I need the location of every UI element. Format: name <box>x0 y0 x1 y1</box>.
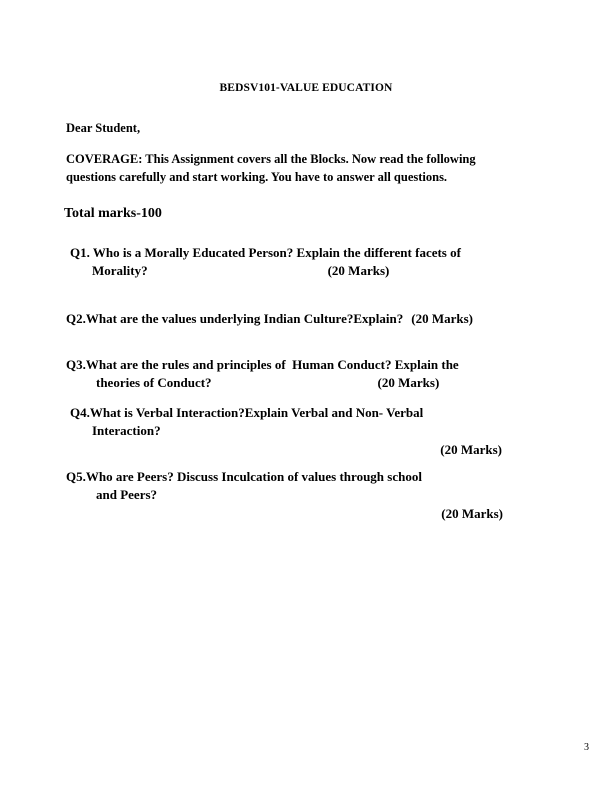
question-2-marks: (20 Marks) <box>411 311 473 326</box>
question-item-5 <box>66 468 521 523</box>
question-item-3 <box>66 356 521 393</box>
question-5-line-2: and Peers? <box>96 487 158 503</box>
question-2-line-1: Q2.What are the values underlying Indian Culture?Explain? (20 Marks) <box>66 311 473 326</box>
question-item-1 <box>70 244 520 281</box>
question-4-marks: (20 Marks) <box>440 441 502 457</box>
salutation-text: Dear Student, <box>66 121 141 135</box>
total-marks-heading: Total marks-100 <box>64 206 162 221</box>
question-1-marks: (20 Marks) <box>327 263 390 279</box>
page-title: BEDSV101-VALUE EDUCATION <box>219 82 393 94</box>
question-1-line-1: Q1. Who is a Morally Educated Person? Explain the different facets of <box>70 245 461 260</box>
question-4-line-1: Q4.What is Verbal Interaction?Explain Verbal and Non- Verbal <box>70 405 424 420</box>
question-4-line-2: Interaction? <box>92 423 161 439</box>
question-3-line-1: Q3.What are the rules and principles of Human Conduct? Explain the <box>66 357 459 372</box>
page-number: 3 <box>584 742 589 753</box>
question-item-2 <box>66 310 526 328</box>
question-item-4 <box>70 404 520 459</box>
coverage-paragraph: COVERAGE: This Assignment covers all the Blocks. Now read the following questions carefully and start working. You have to answer all questions. <box>66 152 476 185</box>
question-1-line-2: Morality? (20 Marks) <box>92 263 390 279</box>
question-5-marks: (20 Marks) <box>441 505 503 521</box>
question-5-line-1: Q5.Who are Peers? Discuss Inculcation of values through school <box>66 469 422 484</box>
question-3-marks: (20 Marks) <box>377 375 440 391</box>
question-3-line-2: theories of Conduct? (20 Marks) <box>96 375 440 391</box>
